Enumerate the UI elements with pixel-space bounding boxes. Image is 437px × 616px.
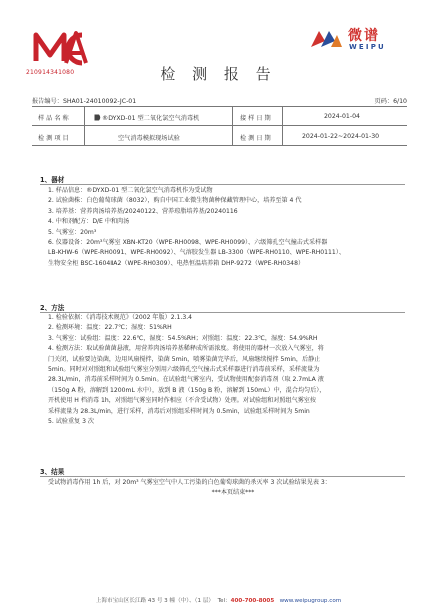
section-1-divider [40,184,405,185]
section-2-body [48,313,408,427]
section-2-line-5: 门关闭，试验要边染菌，边用风扇搅拌，染菌 5min，喷雾染菌完毕后，风扇继续搅拌 5min，后静止 [48,355,321,363]
section-2-line-4: 4. 检测方法：取试验菌菌悬液，用营养肉汤培养基稀释成所需浓度。将使用的器材一次放入气雾室，将 [48,345,324,353]
report-no: SHA01-24010092-JC-01 [62,98,137,105]
section-2-line-6: 5min。同时对对照组和试验组气雾室分别用六级筛孔空气撞击式采样器进行消毒前采样，采样流量为 [48,366,320,374]
brand-name-cn: 微谱 [348,28,380,44]
receive-date: 2024-01-04 [324,113,360,120]
section-3-body [48,478,418,499]
section-1-line-1: 1. 样品信息：®DYXD-01 型二氧化氯空气消毒机作为受试物 [48,187,213,194]
page-end-marker: ***本页结束*** [211,489,255,497]
page-footer [0,596,437,604]
section-2-line-3: 3. 气雾室：试验组：温度：22.6℃，湿度：54.5%RH；对照组：温度：22.3℃，湿度：54.9%RH [48,334,318,342]
test-date: 2024-01-22~2024-01-30 [302,133,380,140]
page-number [375,96,407,105]
section-2-line-1: 1. 检验依据：《消毒技术规范》（2002 年版）2.1.3.4 [48,314,193,321]
section-3-title: 3、结果 [40,468,65,476]
section-2-line-7: 28.3L/min，消毒前采样时间为 0.5min。在试验组气雾室内，受试物使用配套消毒剂（取 2.7mLA 液 [48,376,324,384]
footer-tel-label: Tel： [217,598,231,604]
test-item: 空气消毒模拟现场试验 [118,135,180,142]
receive-date-label: 接样日期 [240,115,273,122]
report-title: 检 测 报 告 [160,65,277,83]
section-1-title: 1、器材 [40,176,65,184]
test-date-label: 检测日期 [240,135,273,142]
section-2-line-2: 2. 检测环境：温度：22.7℃；湿度：51%RH [48,324,172,332]
section-2-line-10: 采样流量为 28.3L/min，进行采样，消毒后对照组采样时间为 0.5min，试验组采样时间为 5min [48,407,310,415]
report-meta-row [32,96,407,105]
page-value: 6/10 [393,98,407,105]
test-item-label: 检测项目 [38,135,71,142]
brand-name-en: WEIPU [349,43,386,51]
section-1-line-4: 4. 中和剂配方：D/E 中和肉汤 [48,218,130,226]
section-1-line-3: 3. 培养基：营养肉汤培养基/20240122、营养琼脂培养基/20240116 [48,207,238,215]
section-3-line-1: 受试物消毒作用 1h 后，对 20m³ 气雾室空气中人工污染的白色葡萄球菌的杀灭率 3 次试验结果见表 3： [48,479,331,486]
page-label: 页码： [374,98,394,105]
section-1-line-5: 5. 气雾室：20m³ [48,228,97,236]
section-1-line-2: 2. 试验菌株：白色葡萄球菌（8032），购自中国工业微生物菌种保藏管理中心，培养至第 4 代 [48,197,302,205]
section-1-line-7: LB-KHW-6（WPE-RH0091、WPE-RH0092）、气溶胶发生器 LB-3300（WPE-RH0110、WPE-RH0111）、 [48,249,345,257]
footer-website[interactable]: www.weipugroup.com [279,598,342,604]
section-2-line-9: 开机使用 H 档消毒 1h，对照组气雾室同时作相应（不含受试物）处理。对试验组和对照组气雾室按 [48,397,316,405]
sample-name-value [94,113,199,122]
section-1-body [48,186,408,269]
sample-name-label: 样品名称 [38,115,71,122]
section-2-title: 2、方法 [40,304,65,312]
section-2-line-8: （150g A 粉，溶解到 1200mL 水中），放到 B 液（150g B 粉，溶解到 150mL）中，混合均匀后）， [48,386,326,394]
manufacturer-logo-icon [94,114,102,121]
sample-name: ®DYXD-01 型二氧化氯空气消毒机 [102,115,200,122]
cma-number: 210914341080 [26,69,75,76]
sample-info-table [32,106,407,152]
section-1-line-6: 6. 仪器设备：20m³气雾室 XBN-KT20（WPE-RH0098、WPE-RH0099）、六级筛孔空气撞击式采样器 [48,239,328,247]
report-no-label: 报告编号： [32,98,63,105]
weipu-logo-icon [309,27,343,49]
section-2-line-11: 5. 试验重复 3 次 [48,418,94,426]
section-1-line-8: 生物安全柜 BSC-1604ⅡA2（WPE-RH0309）、电热恒温培养箱 DHP-9272（WPE-RH0348） [48,259,305,267]
section-3-divider [40,476,405,477]
footer-hotline: 400-700-8005 [230,598,275,604]
footer-address: 上海市宝山区长江路 43 号 3 幢（中）、（1 层） [95,598,215,604]
